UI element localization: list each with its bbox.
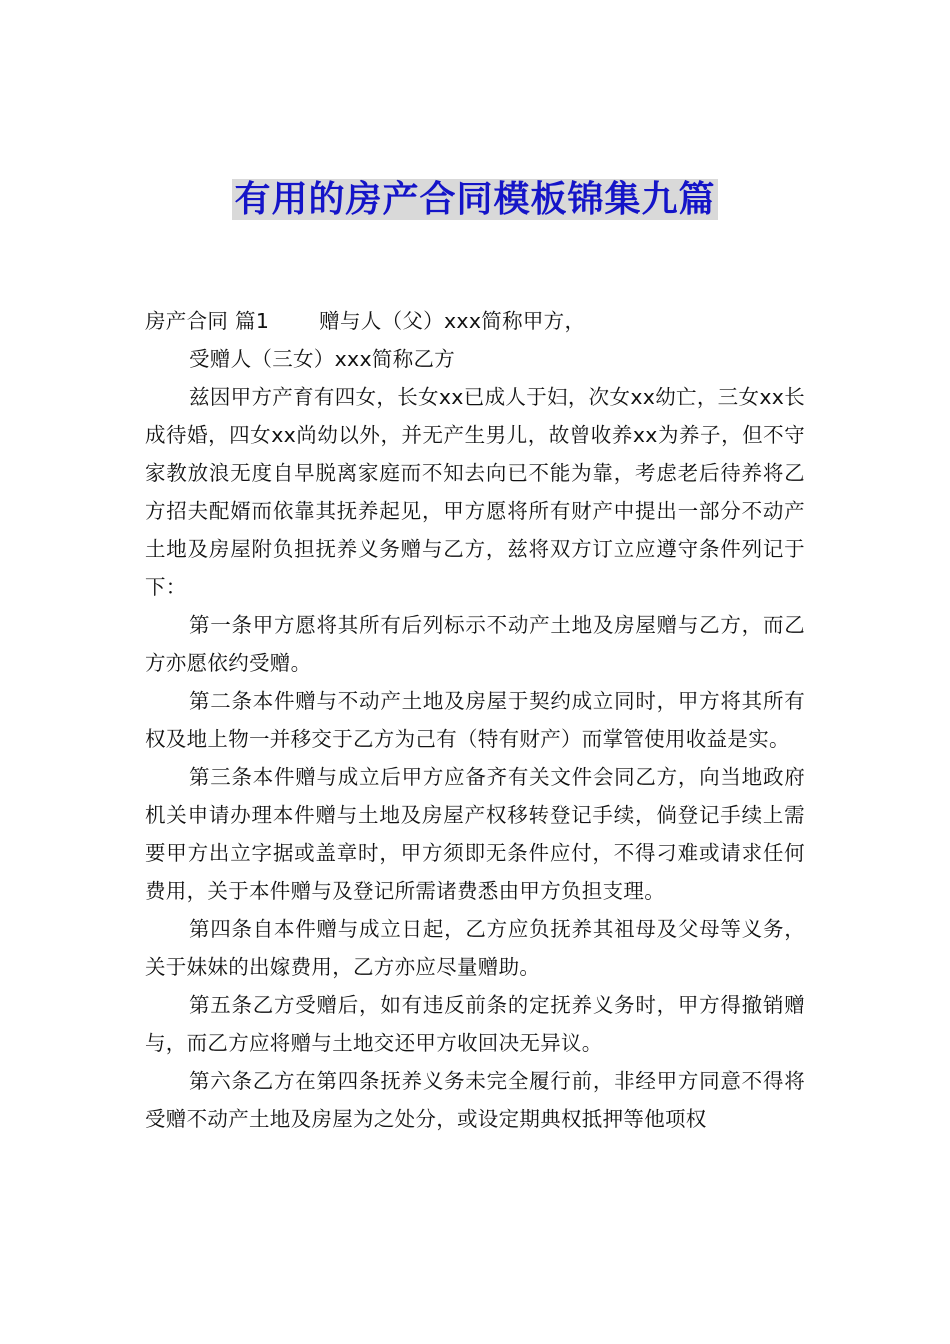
document-title [0,176,950,224]
paragraph-article-2: 第二条本件赠与不动产土地及房屋于契约成立同时，甲方将其所有权及地上物一并移交于乙方为己有（特有财产）而掌管使用收益是实。 [145,689,805,751]
paragraph-article-4: 第四条自本件赠与成立日起，乙方应负抚养其祖母及父母等义务，关于妹妹的出嫁费用，乙方亦应尽量赠助。 [145,917,805,979]
paragraph-article-1: 第一条甲方愿将其所有后列标示不动产土地及房屋赠与乙方，而乙方亦愿依约受赠。 [145,613,805,675]
paragraph-article-5: 第五条乙方受赠后，如有违反前条的定抚养义务时，甲方得撤销赠与，而乙方应将赠与土地交还甲方收回决无异议。 [145,993,805,1055]
section-heading-label: 房产合同 篇1 [145,309,270,333]
paragraph-background: 兹因甲方产育有四女，长女xx已成人于妇，次女xx幼亡，三女xx长成待婚，四女xx尚幼以外，并无产生男儿，故曾收养xx为养子，但不守家教放浪无度自早脱离家庭而不知去向已不能为靠，考虑老后待养将乙方招夫配婿而依靠其抚养起见，甲方愿将所有财产中提出一部分不动产土地及房屋附负担抚养义务赠与乙方，兹将双方订立应遵守条件列记于下： [145,385,805,599]
paragraph-recipient: 受赠人（三女）xxx简称乙方 [189,347,456,371]
document-title-text: 有用的房产合同模板锦集九篇 [234,179,716,220]
document-body [145,302,805,1138]
paragraph-heading-line [145,302,805,340]
paragraph-article-6: 第六条乙方在第四条抚养义务未完全履行前，非经甲方同意不得将受赠不动产土地及房屋为之处分，或设定期典权抵押等他项权 [145,1069,805,1131]
paragraph-article-3: 第三条本件赠与成立后甲方应备齐有关文件会同乙方，向当地政府机关申请办理本件赠与土地及房屋产权移转登记手续，倘登记手续上需要甲方出立字据或盖章时，甲方须即无条件应付，不得刁难或请求任何费用，关于本件赠与及登记所需诸费悉由甲方负担支理。 [145,765,805,903]
donor-line: 赠与人（父）xxx简称甲方， [319,309,586,333]
